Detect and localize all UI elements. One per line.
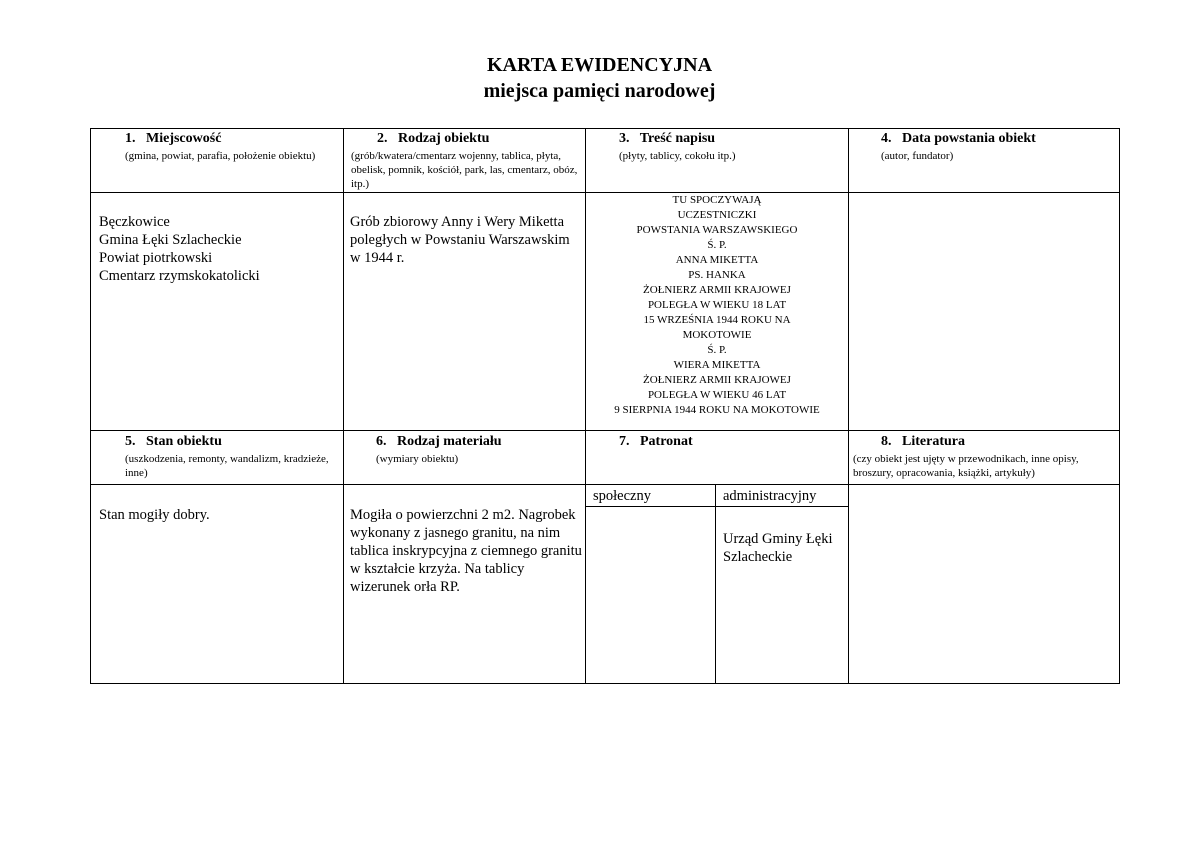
header-literatura: 8. Literatura (czy obiekt jest ujęty w przewodnikach, inne opisy, broszury, opracowania, książki, artykuły)	[853, 434, 1079, 479]
column-divider	[585, 129, 586, 683]
value-tresc-napisu: TU SPOCZYWAJĄ UCZESTNICZKI POWSTANIA WARSZAWSKIEGO Ś. P. ANNA MIKETTA PS. HANKA ŻOŁNIERZ ARMII KRAJOWEJ POLEGŁA W WIEKU 18 LAT 15 WRZEŚNIA 1944 ROKU NA MOKOTOWIE Ś. P. WIERA MIKETTA ŻOŁNIERZ ARMII KRAJOWEJ POLEGŁA W WIEKU 46 LAT 9 SIERPNIA 1944 ROKU NA MOKOTOWIE	[614, 194, 820, 416]
column-divider	[848, 129, 849, 683]
header-patronat: 7. Patronat	[619, 434, 693, 449]
header-rodzaj-materialu: 6. Rodzaj materiału (wymiary obiektu)	[376, 434, 502, 465]
header-miejscowosc: 1. Miejscowość (gmina, powiat, parafia, położenie obiektu)	[125, 131, 316, 162]
document-title: KARTA EWIDENCYJNA	[486, 54, 713, 76]
header-stan-obiektu: 5. Stan obiektu (uszkodzenia, remonty, wandalizm, kradzieże, inne)	[125, 434, 329, 479]
row-divider	[91, 430, 1119, 431]
header-rodzaj-obiektu: 2. Rodzaj obiektu (grób/kwatera/cmentarz wojenny, tablica, płyta, obelisk, pomnik, kościół, park, las, cmentarz, obóz, itp.)	[351, 131, 578, 190]
header-data-powstania: 4. Data powstania obiekt (autor, fundator)	[881, 131, 1036, 162]
row-divider	[91, 484, 1119, 485]
patronat-column-divider	[715, 484, 716, 683]
document-subtitle: miejsca pamięci narodowej	[483, 80, 716, 102]
patronat-subheader-divider	[586, 506, 849, 507]
value-miejscowosc: Bęczkowice Gmina Łęki Szlacheckie Powiat piotrkowski Cmentarz rzymskokatolicki	[99, 214, 260, 284]
value-stan-obiektu: Stan mogiły dobry.	[99, 507, 210, 523]
record-table	[90, 128, 1120, 684]
patronat-administracyjny-label: administracyjny	[723, 488, 817, 504]
header-tresc-napisu: 3. Treść napisu (płyty, tablicy, cokołu itp.)	[619, 131, 736, 162]
patronat-administracyjny-value: Urząd Gminy Łęki Szlacheckie	[723, 531, 833, 565]
column-divider	[343, 129, 344, 683]
value-rodzaj-materialu: Mogiła o powierzchni 2 m2. Nagrobek wykonany z jasnego granitu, na nim tablica inskrypcyjna z ciemnego granitu w kształcie krzyża. Na tablicy wizerunek orła RP.	[350, 507, 582, 595]
value-rodzaj-obiektu: Grób zbiorowy Anny i Wery Miketta poległych w Powstaniu Warszawskim w 1944 r.	[350, 214, 570, 266]
patronat-spoleczny-label: społeczny	[593, 488, 651, 504]
